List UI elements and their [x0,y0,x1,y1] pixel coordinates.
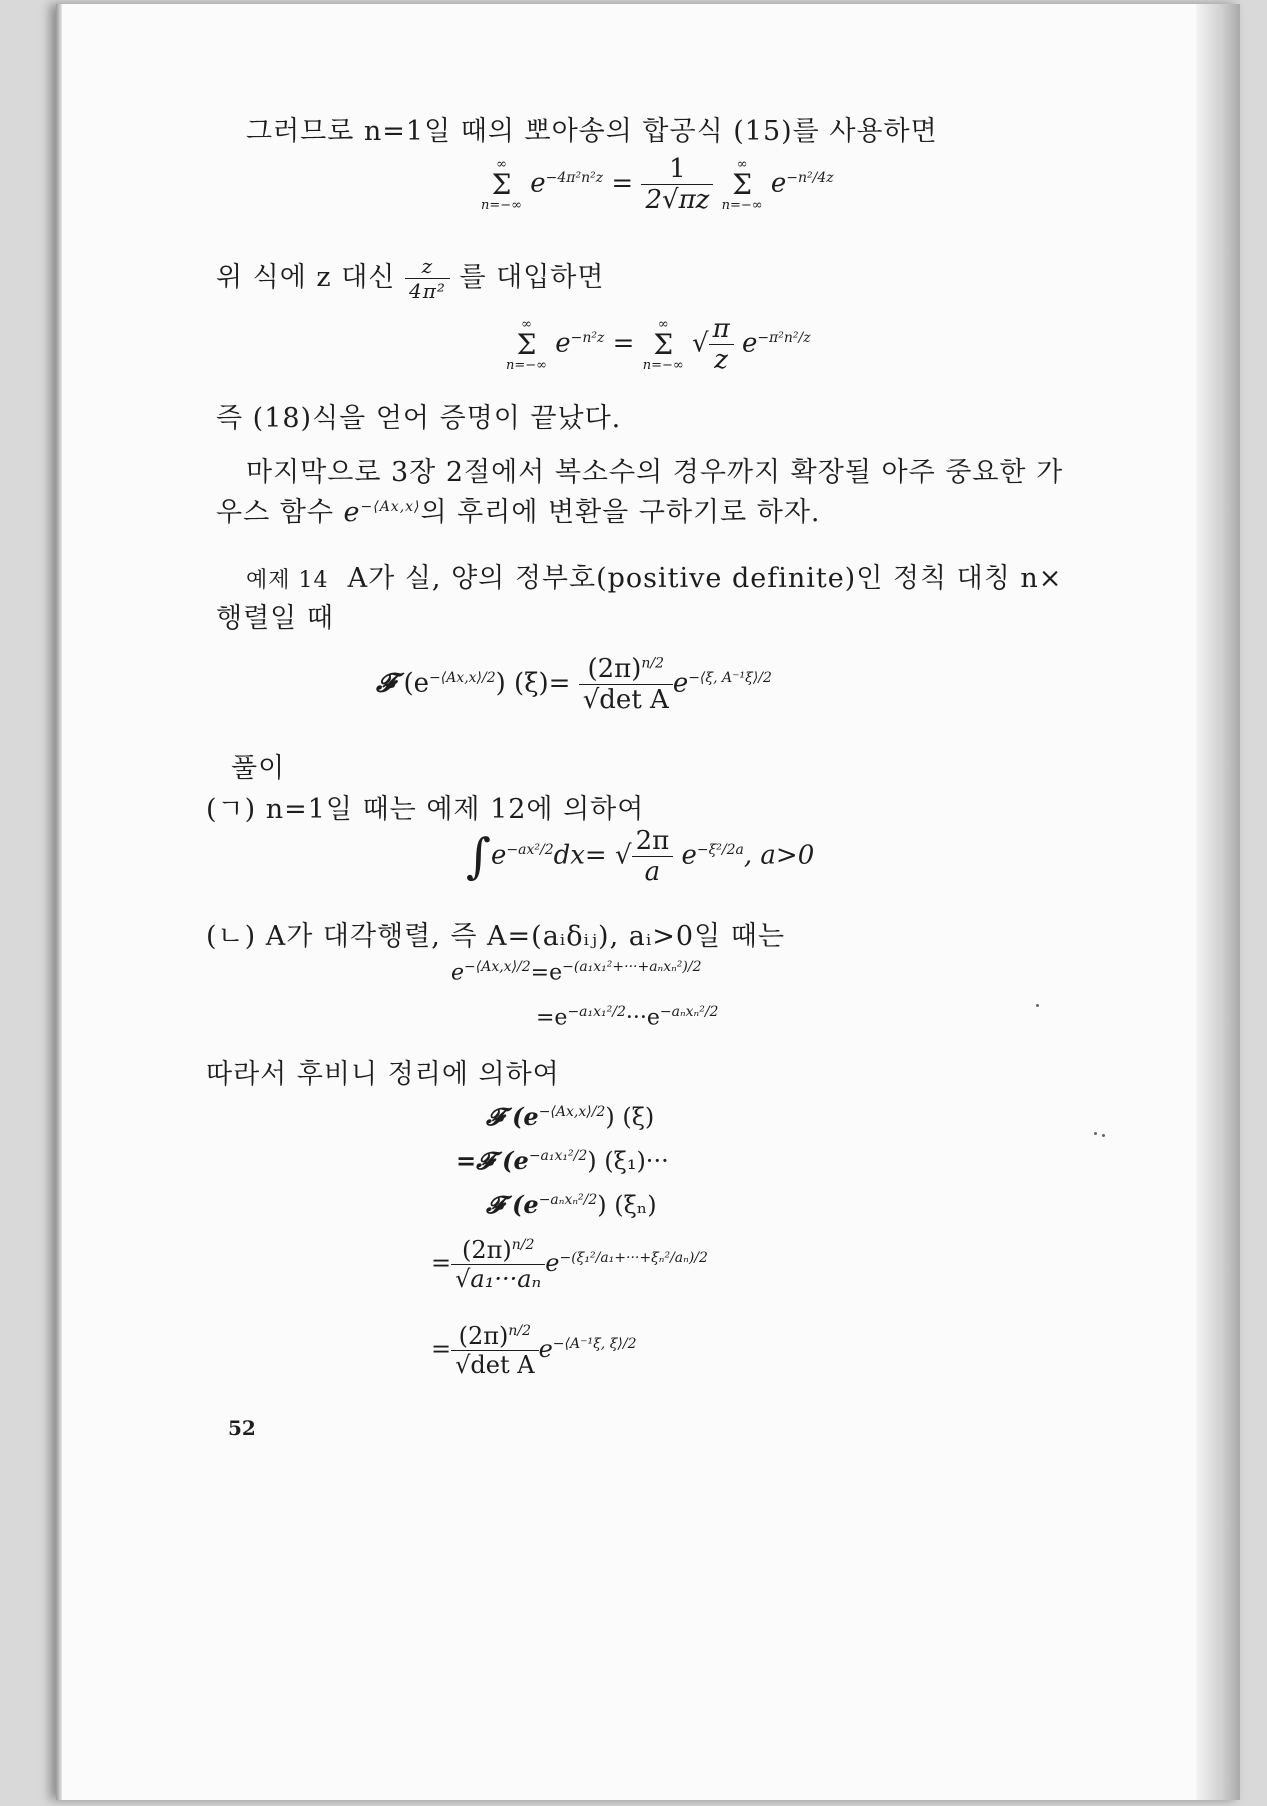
text-line-poisson: 그러므로 n=1일 때의 뽀아송의 합공식 (15)를 사용하면 [246,116,938,147]
equation-gaussian-integral: $\int e^{-ax^2/2}dx=$ √ $\frac{2\pi}{a}$ $e^{-\xi^2/2a}$, a>0 [466,826,815,887]
page-edge-shadow [1196,4,1240,1800]
equation-fubini-1: 𝓕 $(e^{-⟨Ax,x⟩/2})$ (ξ) [486,1102,655,1131]
text-para-gaussian-1: 마지막으로 3장 2절에서 복소수의 경우까지 확장될 아주 중요한 가 [246,457,1064,488]
example-label: 예제 14 [246,568,329,593]
sum-symbol: ∞ Σ n=−∞ [481,156,522,213]
solution-label: 풀이 [231,753,286,784]
equation-diagonal-1: $e^{-⟨Ax,x⟩/2}=e^{-(a_1x_1^2+\cdot\cdot\cdot+a_nx_n^2)/2}$ [451,959,702,986]
page-binding-shadow [56,4,62,1800]
equation-fubini-5: = $\frac{(2\pi)^{n/2}}{\text{√det A}}$ $e^{-⟨A^{-1}\xi, \xi⟩/2}$ [431,1322,637,1379]
example-14-line1: 예제 14 A가 실, 양의 정부호(positive definite)인 정칙 대칭 n× [246,563,1063,594]
text-line-proof-end: 즉 (18)식을 얻어 증명이 끝났다. [216,403,622,434]
equation-fubini-2: =𝓕 $(e^{-a_1x_1^2/2})$ (ξ₁)··· [456,1146,669,1175]
text-line-substitute: 위 식에 z 대신 $\frac{z}{\text{4π²}}$ 를 대입하면 [216,254,605,303]
case-2: (ㄴ) A가 대각행렬, 즉 A=(aᵢδᵢⱼ), aᵢ>0일 때는 [206,921,785,952]
equation-fubini-3: 𝓕 $(e^{-a_nx_n^2/2})$ (ξₙ) [486,1190,657,1219]
page-number: 52 [228,1416,256,1440]
book-page [56,4,1240,1800]
equation-poisson-sum: ∞ Σ n=−∞ $e^{-4\pi^2n^2z}$ = $\frac{1}{2√\pi z}$ ∞ Σ n=−∞ $e^{-n^2/4z}$ [481,154,834,215]
speck [1036,1004,1039,1007]
case-1: (ㄱ) n=1일 때는 예제 12에 의하여 [206,794,645,825]
speck [1094,1132,1097,1135]
equation-theta: ∞ Σ n=−∞ $e^{-n^2z}$ = ∞ Σ n=−∞ √ $\frac{\pi}{z}$ $e^{-\pi^2n^2/z}$ [506,314,811,375]
example-14-line2: 행렬일 때 [216,603,334,634]
equation-fubini-4: = $\frac{(2\pi)^{n/2}}{\text{√a₁···aₙ}}$ $e^{-(\xi_1^2/a_1+\cdot\cdot\cdot+\xi_n^2/a_n)/2}$ [431,1236,708,1293]
text-line-fubini: 따라서 후비니 정리에 의하여 [206,1059,560,1090]
speck [1102,1134,1105,1137]
equation-diagonal-2: $=e^{-a_1x_1^2/2}\cdot\cdot\cdot e^{-a_nx_n^2/2}$ [536,1004,719,1031]
text-para-gaussian-2: 우스 함수 $e^{-⟨Ax,x⟩}$의 후리에 변환을 구하기로 하자. [216,497,821,528]
equation-fourier-gaussian: 𝓕 $(e^{-⟨Ax,x⟩/2})$ (ξ)= $\frac{(2\pi)^{n/2}}{\text{√det A}}$ $e^{-⟨\xi, A^{-1}\xi⟩/2}$ [376,654,772,715]
sum-symbol: ∞ Σ n=−∞ [721,156,763,213]
